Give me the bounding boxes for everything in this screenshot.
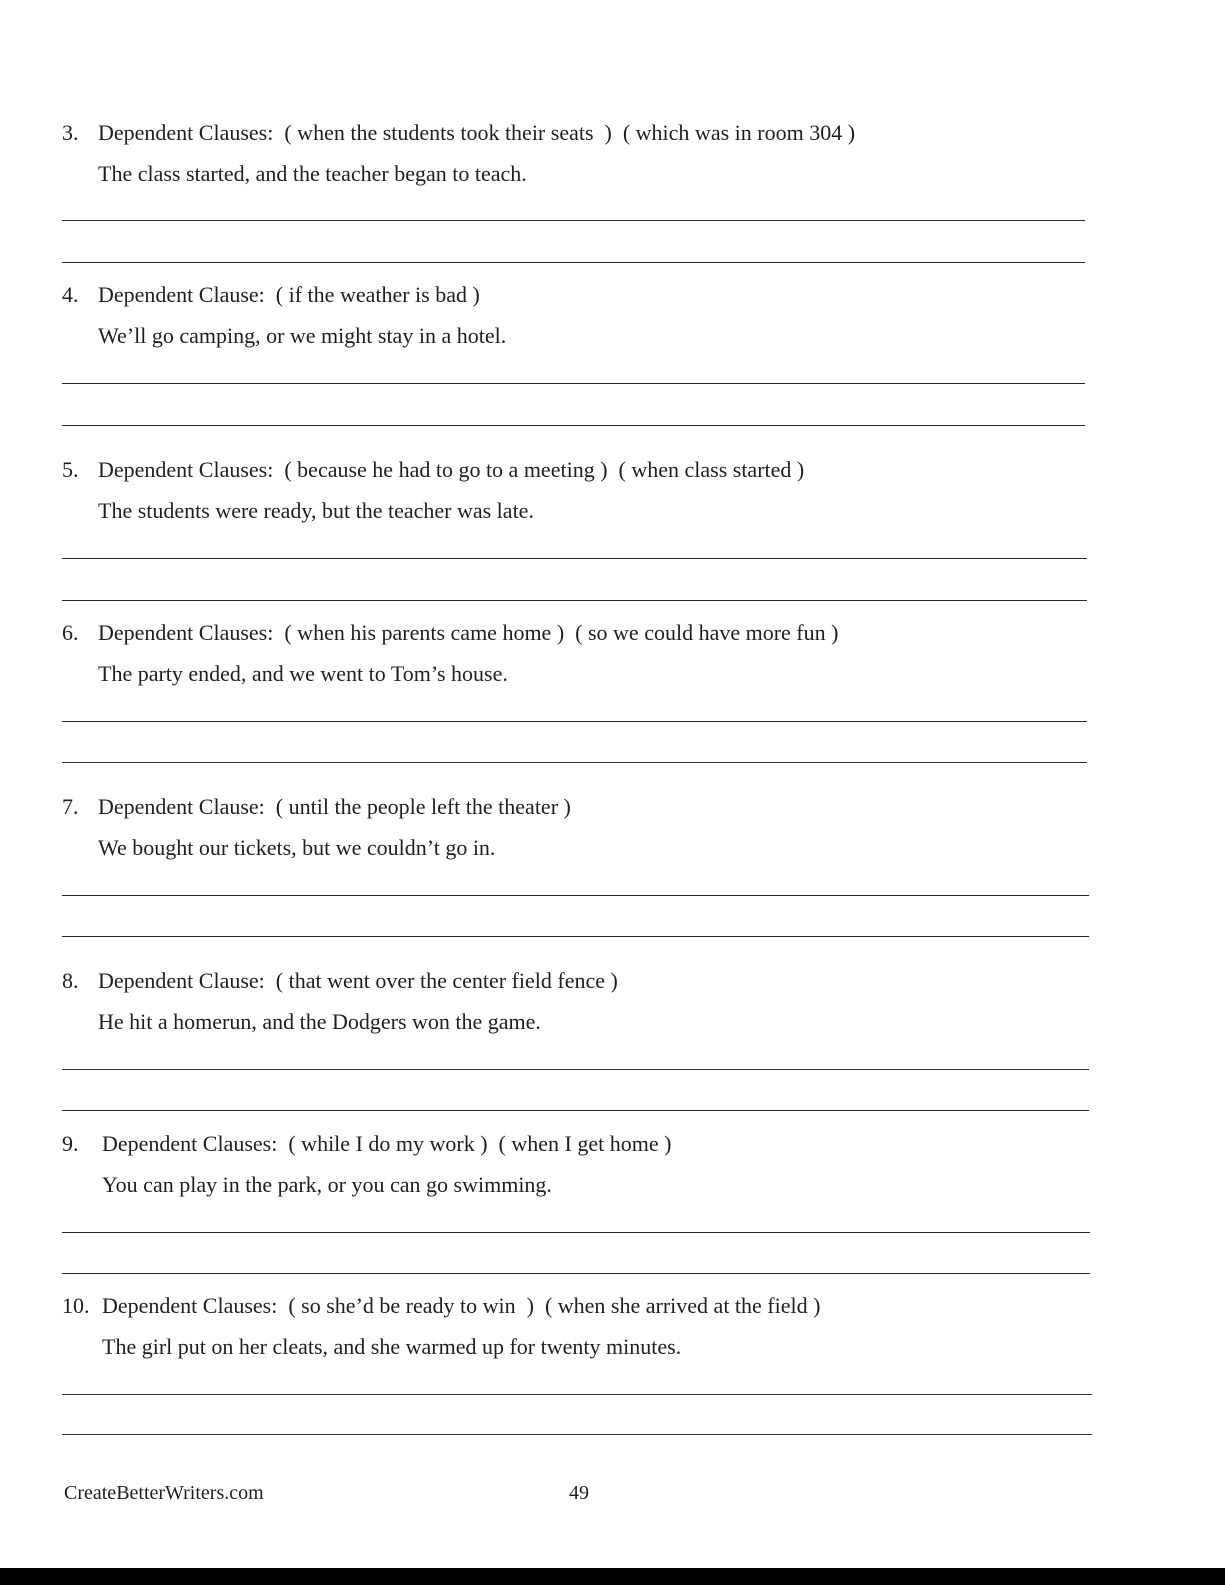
answer-line[interactable] xyxy=(62,425,1085,426)
item-number: 3. xyxy=(62,120,79,145)
dependent-clauses: ( because he had to go to a meeting ) ( when class started ) xyxy=(284,457,805,482)
clause-label: Dependent Clauses: xyxy=(102,1293,278,1318)
answer-line[interactable] xyxy=(62,600,1087,601)
answer-line[interactable] xyxy=(62,1069,1089,1070)
answer-line[interactable] xyxy=(62,1434,1092,1435)
clause-line xyxy=(98,456,804,484)
clause-line xyxy=(102,1292,820,1320)
base-sentence: The students were ready, but the teacher was late. xyxy=(98,498,534,523)
answer-line[interactable] xyxy=(62,220,1085,221)
answer-line[interactable] xyxy=(62,1273,1090,1274)
item-number: 10. xyxy=(62,1293,90,1318)
base-sentence: You can play in the park, or you can go swimming. xyxy=(102,1172,552,1197)
clause-label: Dependent Clauses: xyxy=(102,1131,278,1156)
base-sentence: The class started, and the teacher began to teach. xyxy=(98,161,527,186)
dependent-clauses: ( while I do my work ) ( when I get home ) xyxy=(288,1131,672,1156)
footer-website: CreateBetterWriters.com xyxy=(64,1482,264,1504)
clause-line xyxy=(98,793,571,821)
answer-line[interactable] xyxy=(62,558,1087,559)
item-number: 8. xyxy=(62,968,79,993)
clause-label: Dependent Clause: xyxy=(98,794,265,819)
answer-line[interactable] xyxy=(62,762,1087,763)
clause-label: Dependent Clauses: xyxy=(98,120,274,145)
item-number: 5. xyxy=(62,457,79,482)
clause-label: Dependent Clauses: xyxy=(98,620,274,645)
answer-line[interactable] xyxy=(62,383,1085,384)
answer-line[interactable] xyxy=(62,1394,1092,1395)
clause-label: Dependent Clause: xyxy=(98,282,265,307)
dependent-clauses: ( when his parents came home ) ( so we could have more fun ) xyxy=(284,620,839,645)
base-sentence: He hit a homerun, and the Dodgers won the game. xyxy=(98,1009,541,1034)
page-number: 49 xyxy=(569,1482,589,1504)
item-number: 9. xyxy=(62,1131,79,1156)
scan-bottom-edge xyxy=(0,1568,1225,1585)
clause-label: Dependent Clause: xyxy=(98,968,265,993)
clause-line xyxy=(102,1130,671,1158)
dependent-clauses: ( until the people left the theater ) xyxy=(275,794,571,819)
base-sentence: We bought our tickets, but we couldn’t go in. xyxy=(98,835,496,860)
answer-line[interactable] xyxy=(62,895,1089,896)
answer-line[interactable] xyxy=(62,936,1089,937)
base-sentence: The party ended, and we went to Tom’s house. xyxy=(98,661,508,686)
clause-label: Dependent Clauses: xyxy=(98,457,274,482)
dependent-clauses: ( if the weather is bad ) xyxy=(275,282,480,307)
dependent-clauses: ( when the students took their seats ) ( which was in room 304 ) xyxy=(284,120,856,145)
base-sentence: We’ll go camping, or we might stay in a hotel. xyxy=(98,323,507,348)
clause-line xyxy=(98,967,618,995)
clause-line xyxy=(98,619,838,647)
dependent-clauses: ( that went over the center field fence ) xyxy=(275,968,618,993)
item-number: 6. xyxy=(62,620,79,645)
answer-line[interactable] xyxy=(62,1232,1090,1233)
answer-line[interactable] xyxy=(62,721,1087,722)
item-number: 7. xyxy=(62,794,79,819)
clause-line xyxy=(98,119,855,147)
item-number: 4. xyxy=(62,282,79,307)
answer-line[interactable] xyxy=(62,1110,1089,1111)
base-sentence: The girl put on her cleats, and she warmed up for twenty minutes. xyxy=(102,1334,682,1359)
dependent-clauses: ( so she’d be ready to win ) ( when she arrived at the field ) xyxy=(288,1293,821,1318)
answer-line[interactable] xyxy=(62,262,1085,263)
clause-line xyxy=(98,281,480,309)
